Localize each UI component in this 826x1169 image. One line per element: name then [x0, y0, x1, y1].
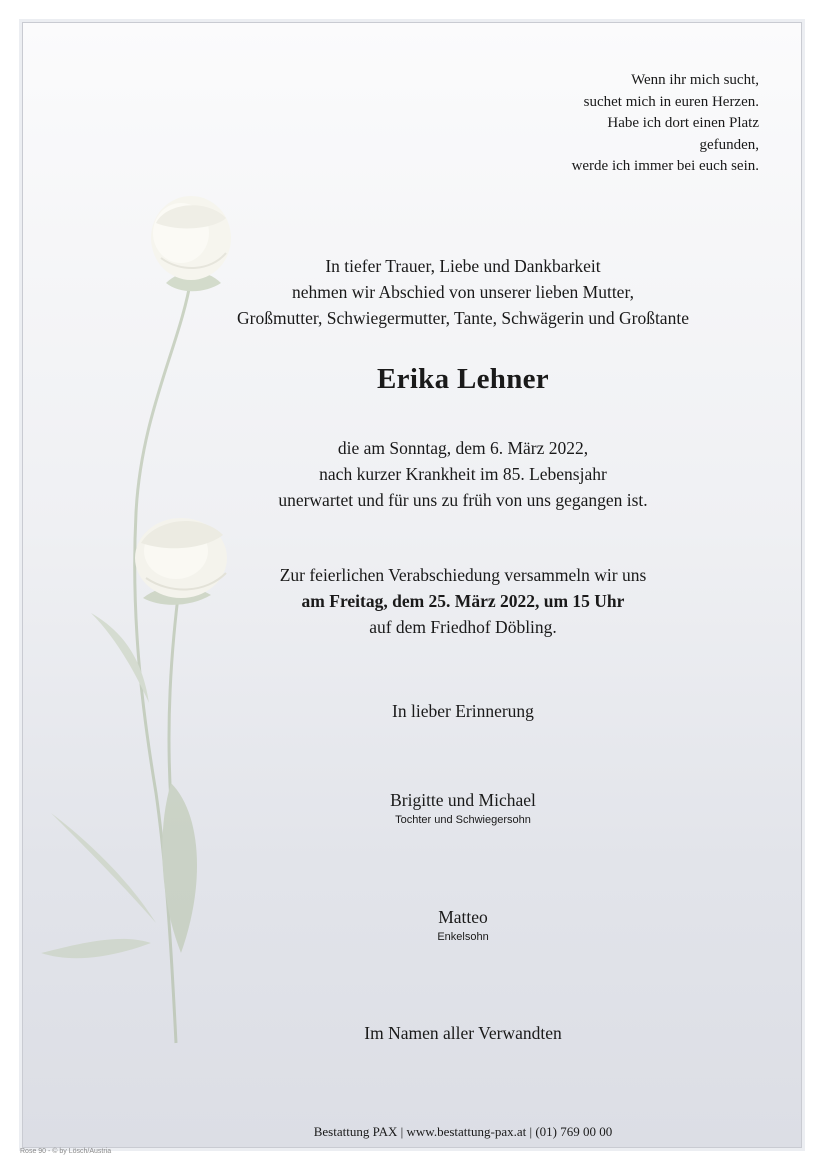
obituary-card — [22, 22, 802, 1148]
mourner-block — [173, 905, 753, 945]
funeral-home-footer: Bestattung PAX | www.bestattung-pax.at | (01) 769 00 00 — [313, 1124, 613, 1139]
mourner-name: Matteo — [438, 907, 488, 927]
death-line: die am Sonntag, dem 6. März 2022, — [337, 438, 589, 458]
ceremony-location: auf dem Friedhof Döbling. — [369, 617, 557, 637]
relatives-text: Im Namen aller Verwandten — [364, 1023, 562, 1043]
death-line: unerwartet und für uns zu früh von uns gegangen ist. — [278, 490, 648, 510]
poem-line: werde ich immer bei euch sein. — [571, 158, 759, 174]
deceased-name: Erika Lehner — [377, 363, 549, 395]
poem-line: suchet mich in euren Herzen. — [583, 93, 759, 110]
ceremony-date-time: am Freitag, dem 25. März 2022, um 15 Uhr — [301, 591, 625, 611]
intro-line: nehmen wir Abschied von unserer lieben Mutter, — [292, 282, 634, 302]
poem-line: Habe ich dort einen Platz — [607, 115, 759, 131]
poem-line: gefunden, — [699, 136, 759, 153]
mourner-relation: Tochter und Schwiegersohn — [395, 814, 531, 826]
poem — [429, 70, 759, 178]
poem-line: Wenn ihr mich sucht, — [631, 72, 759, 88]
mourner-name: Brigitte und Michael — [390, 790, 536, 810]
mourner-relation: Enkelsohn — [437, 931, 489, 943]
death-notice — [173, 435, 753, 513]
intro-text — [173, 253, 753, 331]
memory-text: In lieber Erinnerung — [392, 701, 534, 721]
ceremony-info — [173, 562, 753, 640]
mourner-block — [173, 788, 753, 828]
death-line: nach kurzer Krankheit im 85. Lebensjahr — [319, 464, 607, 484]
intro-line: In tiefer Trauer, Liebe und Dankbarkeit — [325, 256, 601, 276]
image-credit: Rose 90 - © by Lösch/Austria — [20, 1148, 112, 1155]
intro-line: Großmutter, Schwiegermutter, Tante, Schwägerin und Großtante — [237, 308, 689, 328]
ceremony-intro: Zur feierlichen Verabschiedung versammeln wir uns — [279, 565, 647, 585]
